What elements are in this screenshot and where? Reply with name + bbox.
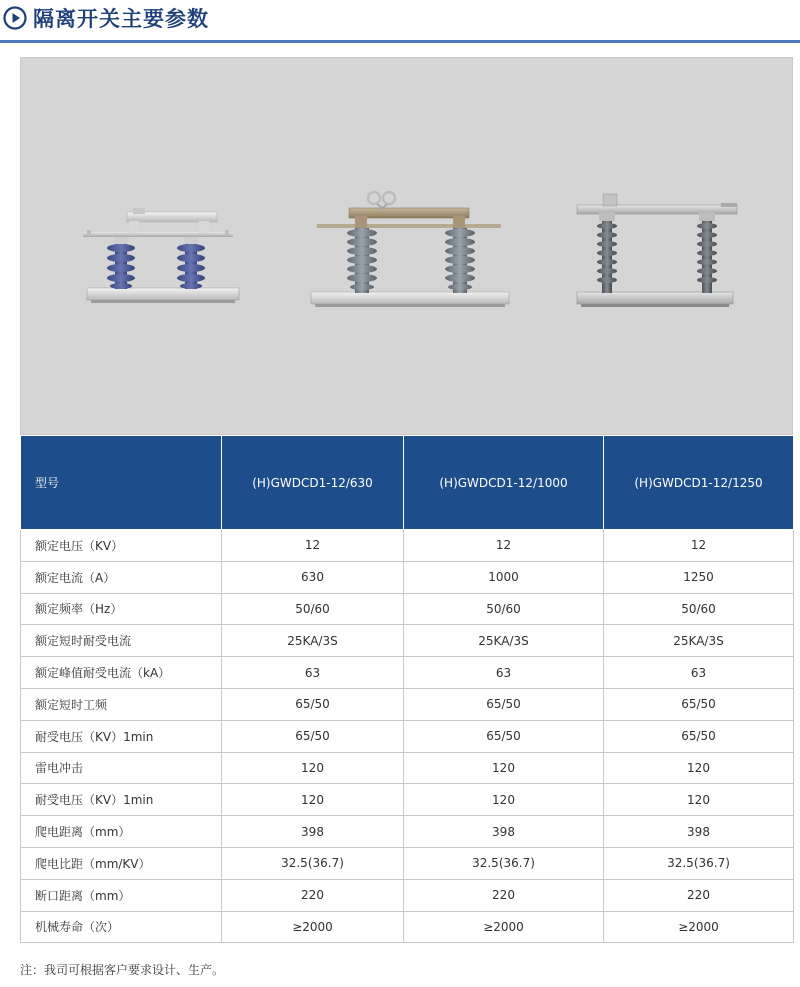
cell-value: 398 — [604, 816, 794, 848]
parameters-table — [20, 435, 794, 943]
cell-value: 50/60 — [604, 593, 794, 625]
table-header-row — [21, 436, 794, 530]
section-header — [0, 0, 800, 40]
cell-value: 120 — [222, 752, 404, 784]
cell-value: 63 — [222, 657, 404, 689]
cell-value: 32.5(36.7) — [222, 847, 404, 879]
cell-value: 220 — [222, 879, 404, 911]
disconnector-630-image — [83, 208, 239, 303]
model-1000-header: (H)GWDCD1-12/1000 — [404, 436, 604, 530]
cell-value: 398 — [404, 816, 604, 848]
row-label: 额定电压（KV） — [21, 530, 222, 562]
cell-value: 32.5(36.7) — [404, 847, 604, 879]
table-row — [21, 593, 794, 625]
cell-value: 50/60 — [404, 593, 604, 625]
cell-value: 398 — [222, 816, 404, 848]
cell-value: 65/50 — [404, 720, 604, 752]
cell-value: 32.5(36.7) — [604, 847, 794, 879]
disconnector-1000-image — [311, 192, 509, 307]
cell-value: 120 — [222, 784, 404, 816]
cell-value: 65/50 — [222, 688, 404, 720]
cell-value: 12 — [222, 530, 404, 562]
row-label: 断口距离（mm） — [21, 879, 222, 911]
cell-value: 1250 — [604, 561, 794, 593]
row-label: 额定短时耐受电流 — [21, 625, 222, 657]
model-1250-header: (H)GWDCD1-12/1250 — [604, 436, 794, 530]
cell-value: 63 — [604, 657, 794, 689]
page-title: 隔离开关主要参数 — [33, 7, 209, 31]
table-row — [21, 657, 794, 689]
cell-value: 12 — [404, 530, 604, 562]
cell-value: 65/50 — [604, 720, 794, 752]
cell-value: 63 — [404, 657, 604, 689]
table-row — [21, 625, 794, 657]
cell-value: ≥2000 — [404, 911, 604, 943]
table-row — [21, 816, 794, 848]
cell-value: ≥2000 — [222, 911, 404, 943]
cell-value: 1000 — [404, 561, 604, 593]
cell-value: 120 — [604, 784, 794, 816]
row-label: 额定短时工频 — [21, 688, 222, 720]
row-label: 耐受电压（KV）1min — [21, 784, 222, 816]
cell-value: 630 — [222, 561, 404, 593]
row-label: 机械寿命（次） — [21, 911, 222, 943]
cell-value: 220 — [404, 879, 604, 911]
table-row — [21, 784, 794, 816]
model-630-header: (H)GWDCD1-12/630 — [222, 436, 404, 530]
content-area — [20, 57, 793, 957]
table-row — [21, 911, 794, 943]
row-label: 额定频率（Hz） — [21, 593, 222, 625]
table-row — [21, 530, 794, 562]
cell-value: 120 — [604, 752, 794, 784]
cell-value: 12 — [604, 530, 794, 562]
cell-value: 65/50 — [604, 688, 794, 720]
cell-value: 25KA/3S — [222, 625, 404, 657]
cell-value: 65/50 — [404, 688, 604, 720]
row-label: 额定峰值耐受电流（kA） — [21, 657, 222, 689]
footnote: 注：我司可根据客户要求设计、生产。 — [20, 963, 225, 977]
cell-value: 25KA/3S — [404, 625, 604, 657]
table-row — [21, 561, 794, 593]
cell-value: 220 — [604, 879, 794, 911]
cell-value: 50/60 — [222, 593, 404, 625]
row-label: 耐受电压（KV）1min — [21, 720, 222, 752]
cell-value: 120 — [404, 752, 604, 784]
cell-value: 65/50 — [222, 720, 404, 752]
disconnector-1250-image — [577, 194, 737, 307]
header-divider — [0, 40, 800, 43]
row-label: 爬电比距（mm/KV） — [21, 847, 222, 879]
product-photo — [21, 58, 792, 434]
table-row — [21, 688, 794, 720]
model-header-label: 型号 — [21, 436, 222, 530]
cell-value: ≥2000 — [604, 911, 794, 943]
product-photo-panel — [20, 57, 793, 435]
cell-value: 25KA/3S — [604, 625, 794, 657]
cell-value: 120 — [404, 784, 604, 816]
row-label: 爬电距离（mm） — [21, 816, 222, 848]
play-circle-icon — [3, 6, 27, 30]
row-label: 雷电冲击 — [21, 752, 222, 784]
table-row — [21, 847, 794, 879]
table-row — [21, 752, 794, 784]
row-label: 额定电流（A） — [21, 561, 222, 593]
table-row — [21, 879, 794, 911]
table-row — [21, 720, 794, 752]
